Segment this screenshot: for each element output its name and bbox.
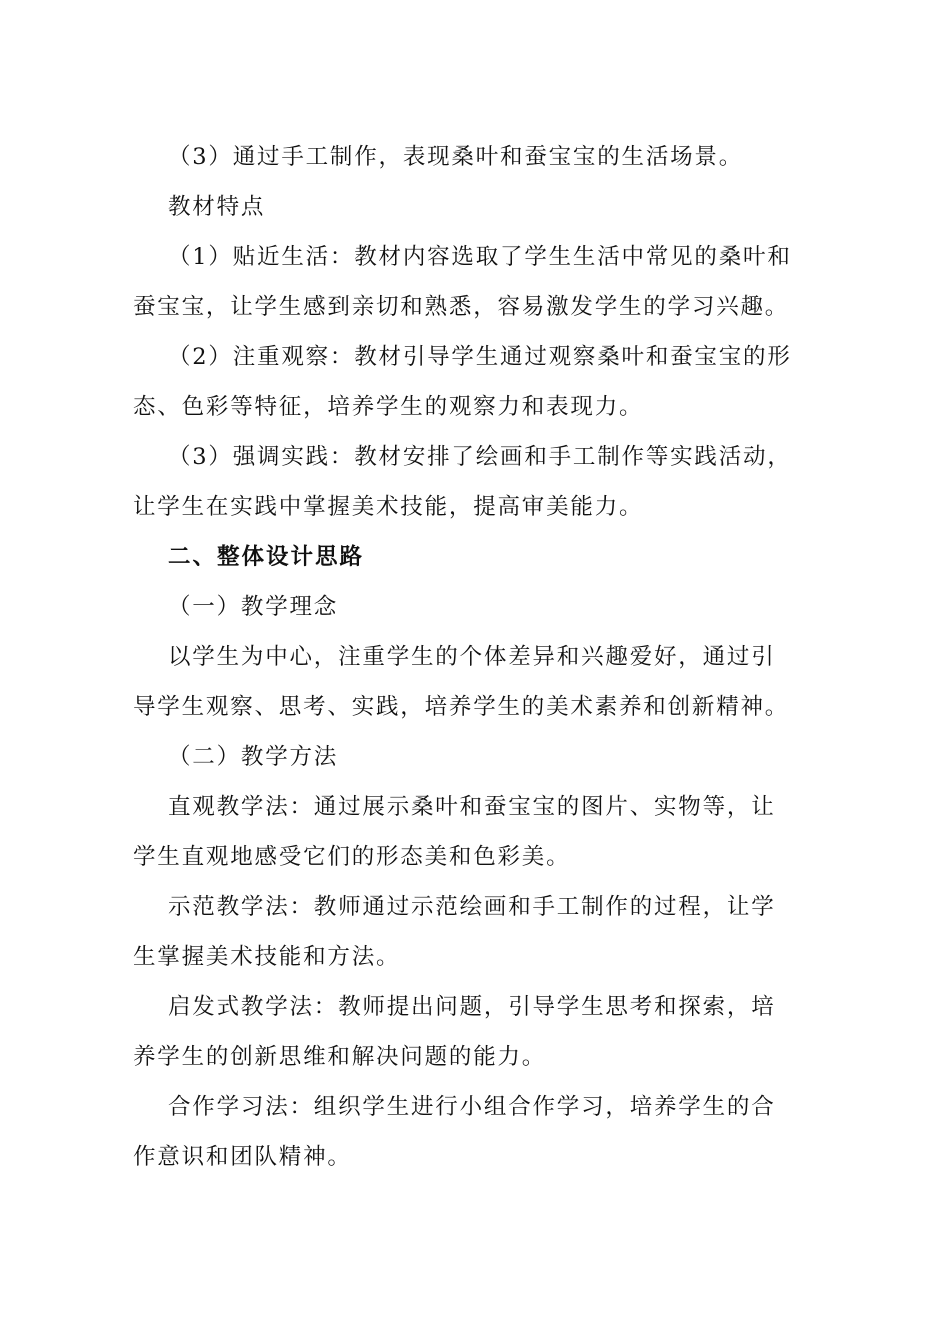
text-line: 合作学习法：组织学生进行小组合作学习，培养学生的合 xyxy=(168,1094,776,1120)
text-line: （3）通过手工制作，表现桑叶和蚕宝宝的生活场景。 xyxy=(168,144,744,170)
text-line: 生掌握美术技能和方法。 xyxy=(133,944,401,970)
text-line: 养学生的创新思维和解决问题的能力。 xyxy=(133,1044,547,1070)
text-line: 示范教学法：教师通过示范绘画和手工制作的过程，让学 xyxy=(168,894,776,920)
text-line: （1）贴近生活：教材内容选取了学生生活中常见的桑叶和 xyxy=(168,244,792,270)
section-heading: 二、整体设计思路 xyxy=(168,544,365,570)
text-line: 蚕宝宝，让学生感到亲切和熟悉，容易激发学生的学习兴趣。 xyxy=(133,294,790,320)
text-line: 态、色彩等特征，培养学生的观察力和表现力。 xyxy=(133,394,644,420)
text-line: 导学生观察、思考、实践，培养学生的美术素养和创新精神。 xyxy=(133,694,790,720)
text-line: （2）注重观察：教材引导学生通过观察桑叶和蚕宝宝的形 xyxy=(168,344,792,370)
text-line: 学生直观地感受它们的形态美和色彩美。 xyxy=(133,844,571,870)
section-label: 教材特点 xyxy=(168,194,266,220)
text-line: 以学生为中心，注重学生的个体差异和兴趣爱好，通过引 xyxy=(168,644,776,670)
text-line: 作意识和团队精神。 xyxy=(133,1144,352,1170)
text-line: 让学生在实践中掌握美术技能，提高审美能力。 xyxy=(133,494,644,520)
text-line: （3）强调实践：教材安排了绘画和手工制作等实践活动， xyxy=(168,444,792,470)
text-line: 直观教学法：通过展示桑叶和蚕宝宝的图片、实物等，让 xyxy=(168,794,776,820)
subsection-heading: （二）教学方法 xyxy=(168,744,339,770)
subsection-heading: （一）教学理念 xyxy=(168,594,339,620)
text-line: 启发式教学法：教师提出问题，引导学生思考和探索，培 xyxy=(168,994,776,1020)
